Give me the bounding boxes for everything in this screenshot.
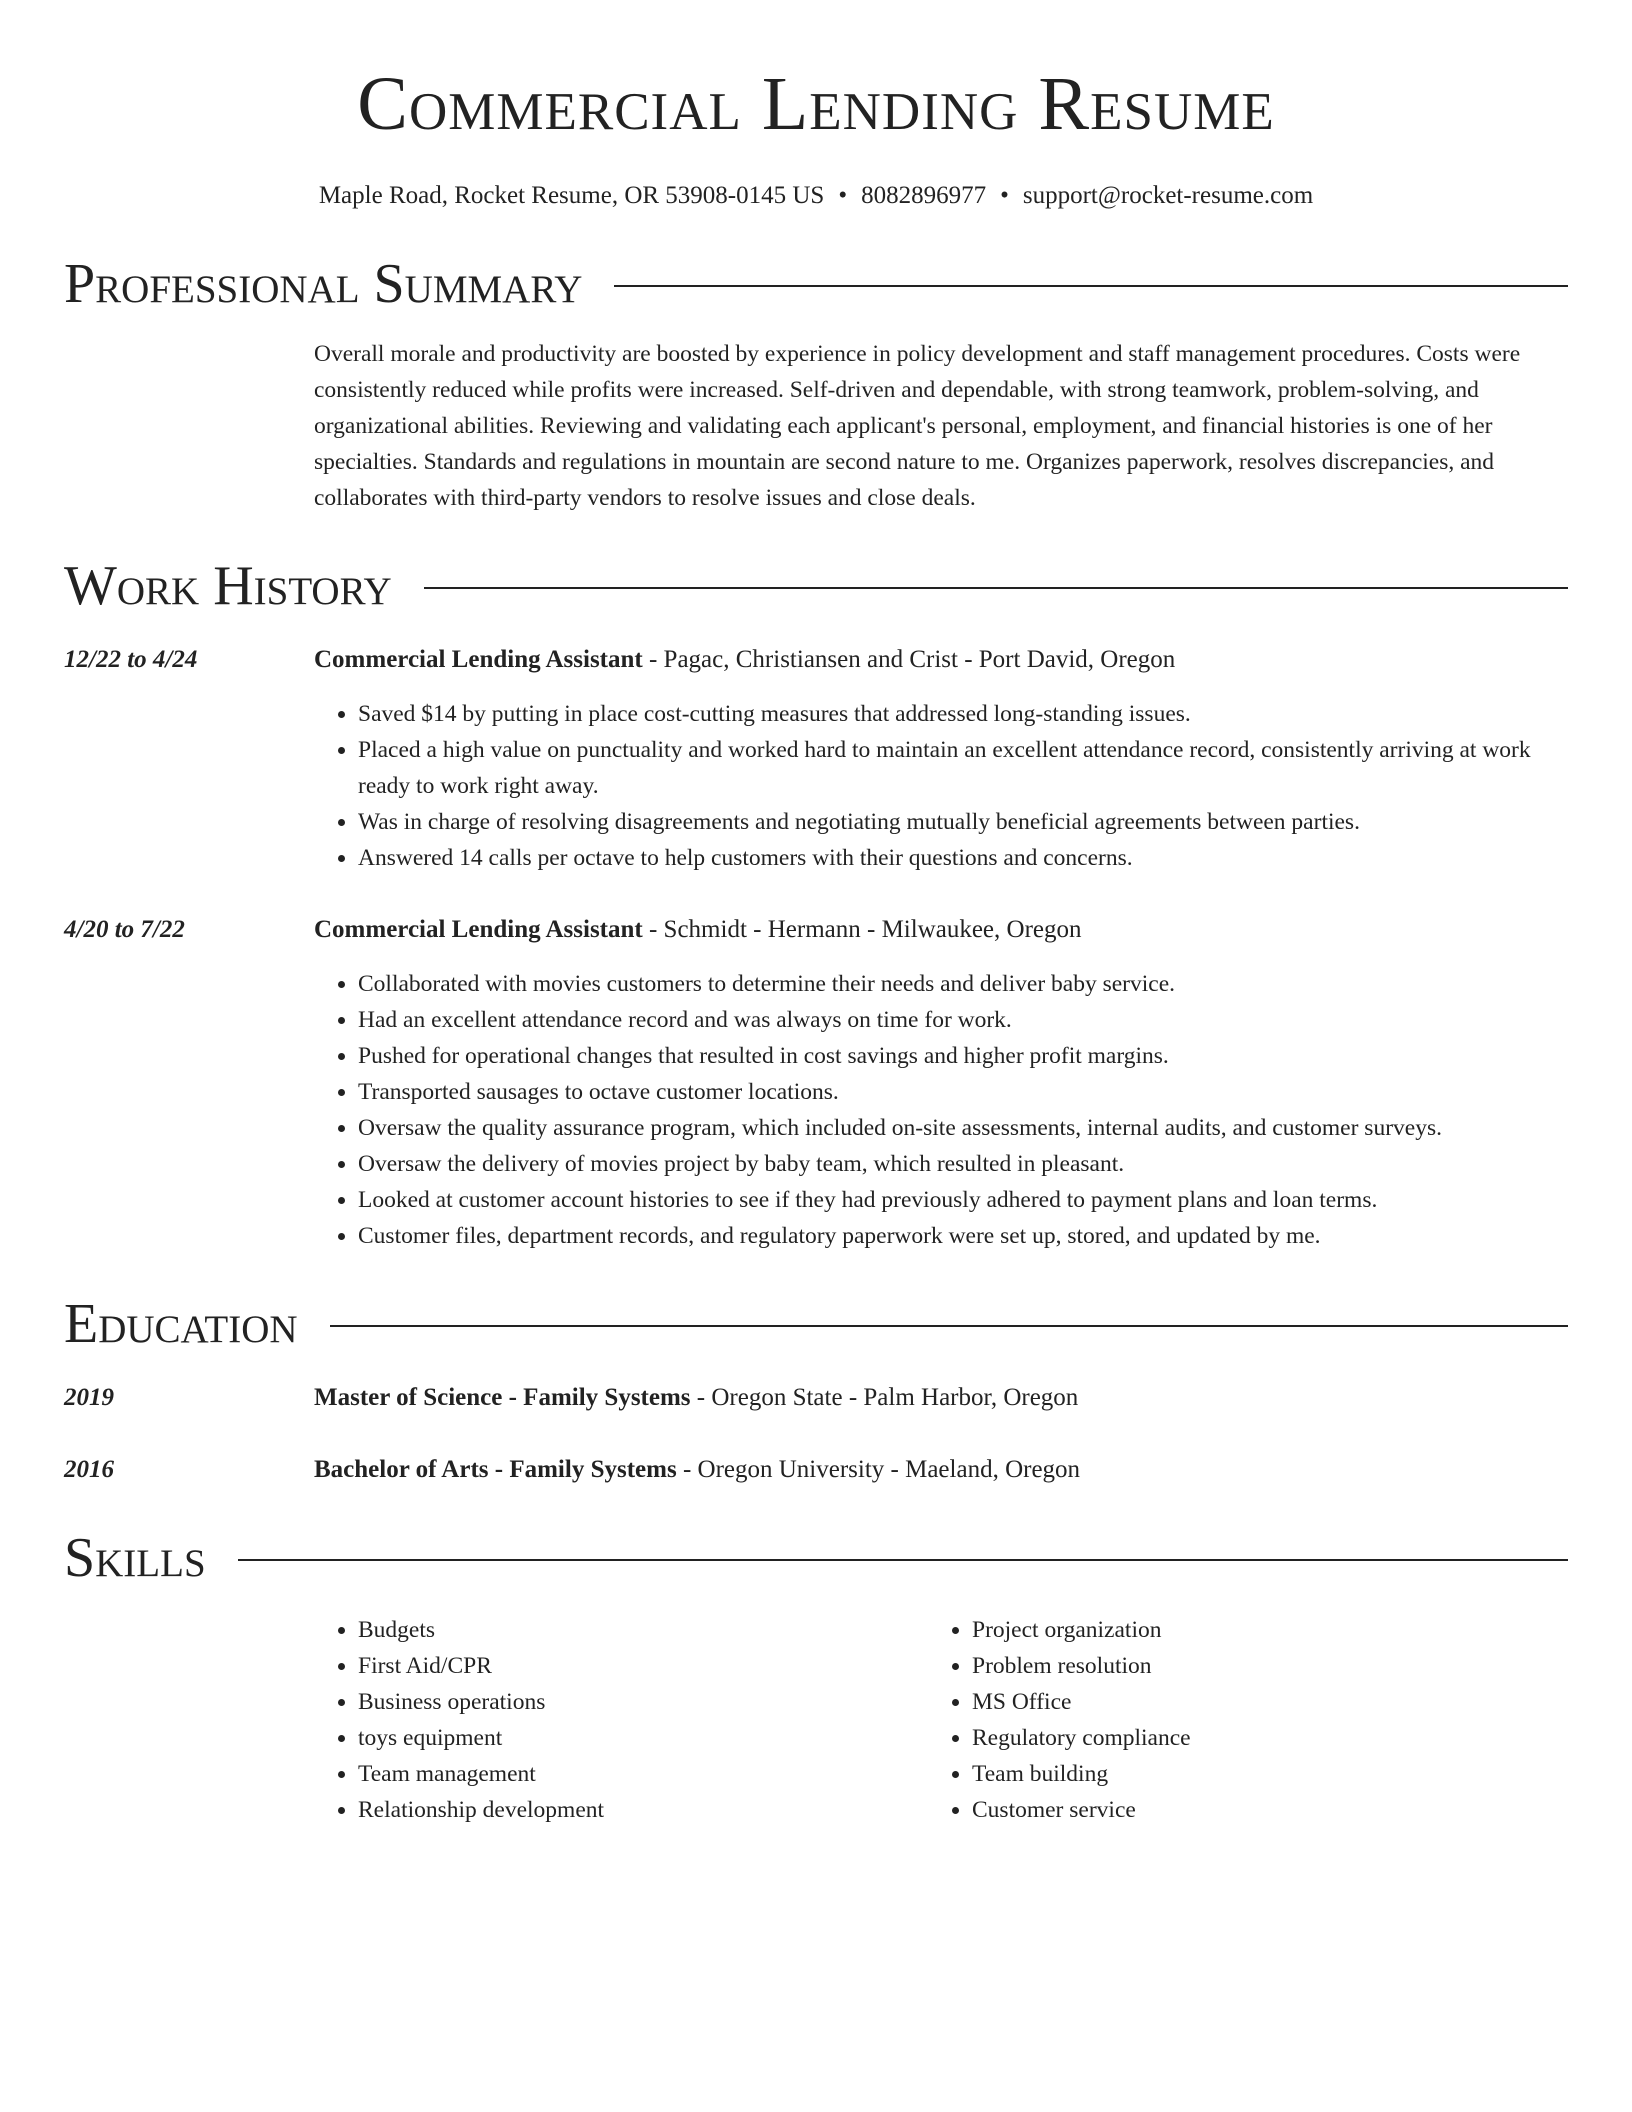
education-section-header: [64, 1292, 1568, 1356]
job-bullet: • Saved $14 by putting in place cost-cutting measures that addressed long-standing issues.: [358, 696, 1568, 732]
job-bullet: • Answered 14 calls per octave to help customers with their questions and concerns.: [358, 840, 1568, 876]
resume-title: Commercial Lending Resume: [357, 62, 1275, 146]
education-degree: Master of Science - Family Systems: [314, 1384, 691, 1411]
skill-item: • Problem resolution: [972, 1648, 1542, 1684]
education-details: - Oregon State - Palm Harbor, Oregon: [690, 1384, 1079, 1411]
job-bullet: • Had an excellent attendance record and was always on time for work.: [358, 1002, 1568, 1038]
job-title-line: [314, 642, 1568, 678]
job-bullet: • Oversaw the quality assurance program, which included on-site assessments, internal audits, and customer surveys.: [358, 1110, 1568, 1146]
education-year: 2016: [64, 1456, 114, 1483]
contact-line: [64, 178, 1568, 214]
education-body: [314, 1380, 1568, 1416]
education-details: - Oregon University - Maeland, Oregon: [676, 1456, 1081, 1483]
job-bullet: • Looked at customer account histories to see if they had previously adhered to payment plans and loan terms.: [358, 1182, 1568, 1218]
section-divider: [424, 587, 1568, 589]
job-title-line: [314, 912, 1568, 948]
skill-item: • Project organization: [972, 1612, 1542, 1648]
skill-item: • Business operations: [358, 1684, 928, 1720]
skill-item: • Team management: [358, 1756, 928, 1792]
education-year: 2019: [64, 1384, 114, 1411]
skill-item: • MS Office: [972, 1684, 1542, 1720]
job-bullet: • Was in charge of resolving disagreements and negotiating mutually beneficial agreements between parties.: [358, 804, 1568, 840]
skills-column-right: [928, 1612, 1542, 1828]
section-divider: [238, 1559, 1568, 1561]
job-bullet: • Oversaw the delivery of movies project by baby team, which resulted in pleasant.: [358, 1146, 1568, 1182]
skills-column-left: [314, 1612, 928, 1828]
education-degree: Bachelor of Arts - Family Systems: [314, 1456, 677, 1483]
work-section-header: [64, 554, 1568, 618]
contact-separator: •: [838, 182, 848, 209]
job-entry: [64, 912, 1568, 1254]
job-body: [314, 912, 1568, 1254]
summary-heading: Professional Summary: [64, 253, 583, 315]
education-line: [314, 1380, 1568, 1416]
contact-separator: •: [1000, 182, 1009, 209]
skill-item: • First Aid/CPR: [358, 1648, 928, 1684]
work-entries: [64, 642, 1568, 1254]
job-bullet: • Collaborated with movies customers to determine their needs and deliver baby service.: [358, 966, 1568, 1002]
job-bullet: • Placed a high value on punctuality and worked hard to maintain an excellent attendance record, consistently arriving at work ready to work right away.: [358, 732, 1568, 804]
skills-list: [314, 1612, 1568, 1828]
job-entry: [64, 642, 1568, 876]
skill-item: • Relationship development: [358, 1792, 928, 1828]
job-dates: 12/22 to 4/24: [64, 646, 198, 673]
contact-address: Maple Road, Rocket Resume, OR 53908-0145 US: [318, 182, 825, 209]
education-line: [314, 1452, 1568, 1488]
job-dates: 4/20 to 7/22: [64, 916, 185, 943]
job-details: - Schmidt - Hermann - Milwaukee, Oregon: [642, 916, 1082, 943]
education-heading: Education: [64, 1293, 298, 1355]
skill-item: • Customer service: [972, 1792, 1542, 1828]
job-bullets: [314, 696, 1568, 876]
skill-item: • Team building: [972, 1756, 1542, 1792]
education-entry: [64, 1452, 1568, 1488]
section-divider: [330, 1325, 1568, 1327]
education-entries: [64, 1380, 1568, 1488]
skill-item: • Regulatory compliance: [972, 1720, 1542, 1756]
skills-heading: Skills: [64, 1527, 206, 1589]
job-details: - Pagac, Christiansen and Crist - Port David, Oregon: [642, 646, 1176, 673]
job-title: Commercial Lending Assistant: [314, 646, 643, 673]
job-bullets: [314, 966, 1568, 1254]
education-body: [314, 1452, 1568, 1488]
skill-item: • toys equipment: [358, 1720, 928, 1756]
work-heading: Work History: [64, 555, 392, 617]
job-bullet: • Transported sausages to octave customer locations.: [358, 1074, 1568, 1110]
job-body: [314, 642, 1568, 876]
education-entry: [64, 1380, 1568, 1416]
summary-text: Overall morale and productivity are boosted by experience in policy development and staff management procedures. Costs were consistently reduced while profits were increased. Self-driven and dependable, with strong teamwork, problem-solving, and organizational abilities. Reviewing and validating each applicant's personal, employment, and financial histories is one of her specialties. Standards and regulations in mountain are second nature to me. Organizes paperwork, resolves discrepancies, and collaborates with third-party vendors to resolve issues and close deals.: [314, 341, 1521, 511]
contact-email[interactable]: support@rocket-resume.com: [1022, 182, 1314, 209]
section-divider: [614, 285, 1568, 287]
contact-phone: 8082896977: [861, 182, 987, 209]
skill-item: • Budgets: [358, 1612, 928, 1648]
job-title: Commercial Lending Assistant: [314, 916, 643, 943]
job-bullet: • Customer files, department records, and regulatory paperwork were set up, stored, and updated by me.: [358, 1218, 1568, 1254]
skills-section-header: [64, 1526, 1568, 1590]
job-bullet: • Pushed for operational changes that resulted in cost savings and higher profit margins.: [358, 1038, 1568, 1074]
summary-section-header: [64, 252, 1568, 316]
